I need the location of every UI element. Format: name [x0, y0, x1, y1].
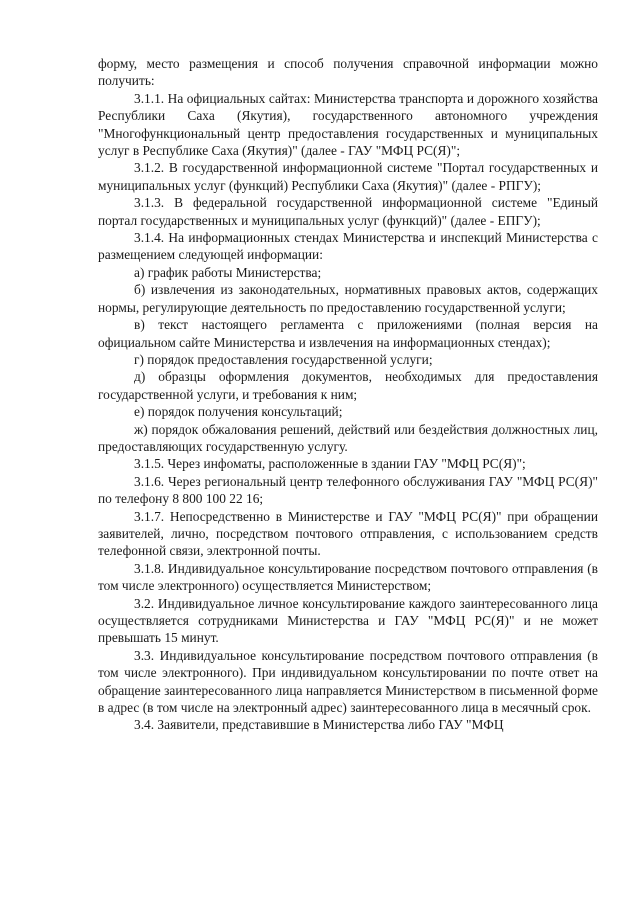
paragraph-3-1-5: 3.1.5. Через инфоматы, расположенные в здании ГАУ "МФЦ РС(Я)"; — [134, 456, 526, 472]
paragraph-intro: форму, место размещения и способ получения справочной информации можно получить: — [98, 56, 598, 89]
list-item-v: в) текст настоящего регламента с приложениями (полная версия на официальном сайте Министерства и извлечения на информационных стендах); — [98, 317, 598, 350]
paragraph-3-4: 3.4. Заявители, представившие в Министерства либо ГАУ "МФЦ — [134, 717, 504, 733]
list-item-a: а) график работы Министерства; — [134, 264, 322, 280]
paragraph-3-1-3: 3.1.3. В федеральной государственной информационной системе "Единый портал государственных и муниципальных услуг (функций)" (далее - ЕПГУ); — [98, 195, 598, 228]
list-item-b: б) извлечения из законодательных, нормативных правовых актов, содержащих нормы, регулирующие деятельность по предоставлению государственной услуги; — [98, 282, 598, 315]
paragraph-3-1-1: 3.1.1. На официальных сайтах: Министерства транспорта и дорожного хозяйства Республики Саха (Якутия), государственного автономного учреждения "Многофункциональный центр предоставления государственных и муниципальных услуг в Республике Саха (Якутия)" (далее - ГАУ "МФЦ РС(Я)"; — [98, 90, 598, 159]
paragraph-3-1-6: 3.1.6. Через региональный центр телефонного обслуживания ГАУ "МФЦ РС(Я)" по телефону 8 800 100 22 16; — [98, 473, 598, 507]
paragraph-3-1-8: 3.1.8. Индивидуальное консультирование посредством почтового отправления (в том числе электронного) осуществляется Министерством; — [98, 560, 598, 594]
list-item-e: е) порядок получения консультаций; — [134, 404, 343, 420]
paragraph-3-3: 3.3. Индивидуальное консультирование посредством почтового отправления (в том числе электронного). При индивидуальном консультировании по почте ответ на обращение заинтересованного лица направляется Министерством в письменной форме в адрес (в том числе на электронный адрес) заинтересованного лица в месячный срок. — [98, 647, 598, 716]
paragraph-3-2: 3.2. Индивидуальное личное консультирование каждого заинтересованного лица осуществляется сотрудниками Министерства и ГАУ "МФЦ РС(Я)" и не может превышать 15 минут. — [98, 595, 598, 646]
paragraph-3-1-4: 3.1.4. На информационных стендах Министерства и инспекций Министерства с размещением следующей информации: — [98, 230, 598, 263]
paragraph-3-1-2: 3.1.2. В государственной информационной системе "Портал государственных и муниципальных услуг (функций) Республики Саха (Якутия)" (далее - РПГУ); — [98, 160, 598, 193]
paragraph-3-1-7: 3.1.7. Непосредственно в Министерстве и ГАУ "МФЦ РС(Я)" при обращении заявителей, лично, посредством почтового отправления, с использованием средств телефонной связи, электронной почты. — [98, 508, 598, 559]
list-item-g: г) порядок предоставления государственной услуги; — [134, 351, 433, 367]
list-item-d: д) образцы оформления документов, необходимых для предоставления государственной услуги, и требования к ним; — [98, 369, 598, 402]
list-item-zh: ж) порядок обжалования решений, действий или бездействия должностных лиц, предоставляющих государственную услугу. — [98, 421, 598, 454]
